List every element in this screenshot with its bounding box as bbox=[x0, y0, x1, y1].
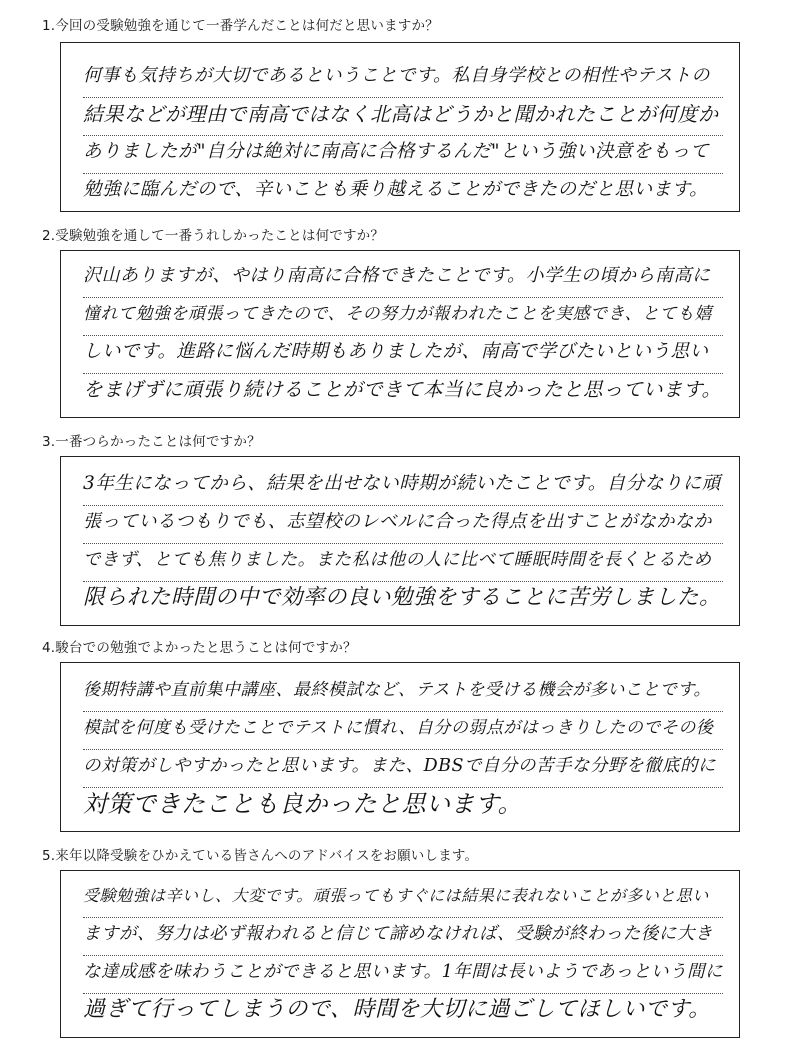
answer-line: 何事も気持ちが大切であるということです。私自身学校との相性やテストの bbox=[83, 57, 723, 98]
question-1-label: 1.今回の受験勉強を通じて一番学んだことは何だと思いますか？ bbox=[42, 18, 439, 34]
answer-line: 後期特講や直前集中講座、最終模試など、テストを受ける機会が多いことです。 bbox=[83, 671, 723, 712]
answer-line: をまげずに頑張り続けることができて本当に良かったと思っています。 bbox=[83, 378, 722, 401]
answer-1-box bbox=[60, 42, 740, 212]
question-4-label: 4.駿台での勉強でよかったと思うことは何ですか？ bbox=[42, 640, 357, 656]
answer-line: の対策がしやすかったと思います。また、DBSで自分の苦手な分野を徹底的に bbox=[83, 747, 723, 788]
answer-line: 勉強に臨んだので、辛いことも乗り越えることができたのだと思います。 bbox=[83, 179, 709, 200]
answer-line: 3年生になってから、結果を出せない時期が続いたことです。自分なりに頑 bbox=[83, 465, 723, 506]
answer-line: 過ぎて行ってしまうので、時間を大切に過ごしてほしいです。 bbox=[83, 997, 711, 1022]
answer-line: ありましたが"自分は絶対に南高に合格するんだ"という強い決意をもって bbox=[83, 133, 723, 174]
answer-line: 模試を何度も受けたことでテストに慣れ、自分の弱点がはっきりしたのでその後 bbox=[83, 709, 723, 750]
answer-line: ますが、努力は必ず報われると信じて諦めなければ、受験が終わった後に大き bbox=[83, 915, 723, 956]
answer-5-box bbox=[60, 870, 740, 1038]
answer-line: 受験勉強は辛いし、大変です。頑張ってもすぐには結果に表れないことが多いと思い bbox=[83, 877, 723, 918]
question-2-label: 2.受験勉強を通して一番うれしかったことは何ですか？ bbox=[42, 228, 385, 244]
answer-line: 沢山ありますが、やはり南高に合格できたことです。小学生の頃から南高に bbox=[83, 257, 723, 298]
answer-line: できず、とても焦りました。また私は他の人に比べて睡眠時間を長くとるため bbox=[83, 541, 723, 582]
question-3-label: 3.一番つらかったことは何ですか？ bbox=[42, 434, 261, 450]
answer-line: 対策できたことも良かったと思います。 bbox=[83, 790, 523, 818]
answer-line: しいです。進路に悩んだ時期もありましたが、南高で学びたいという思い bbox=[83, 333, 723, 374]
answer-2-box bbox=[60, 250, 740, 418]
answer-line: 張っているつもりでも、志望校のレベルに合った得点を出すことがなかなか bbox=[83, 503, 723, 544]
answer-line: 限られた時間の中で効率の良い勉強をすることに苦労しました。 bbox=[83, 585, 722, 610]
question-5-label: 5.来年以降受験をひかえている皆さんへのアドバイスをお願いします。 bbox=[42, 848, 479, 864]
answer-line: な達成感を味わうことができると思います。1年間は長いようであっという間に bbox=[83, 953, 723, 994]
answer-line: 憧れて勉強を頑張ってきたので、その努力が報われたことを実感でき、とても嬉 bbox=[83, 295, 723, 336]
answer-line: 結果などが理由で南高ではなく北高はどうかと聞かれたことが何度か bbox=[83, 95, 723, 136]
answer-4-box bbox=[60, 662, 740, 832]
answer-3-box bbox=[60, 456, 740, 626]
